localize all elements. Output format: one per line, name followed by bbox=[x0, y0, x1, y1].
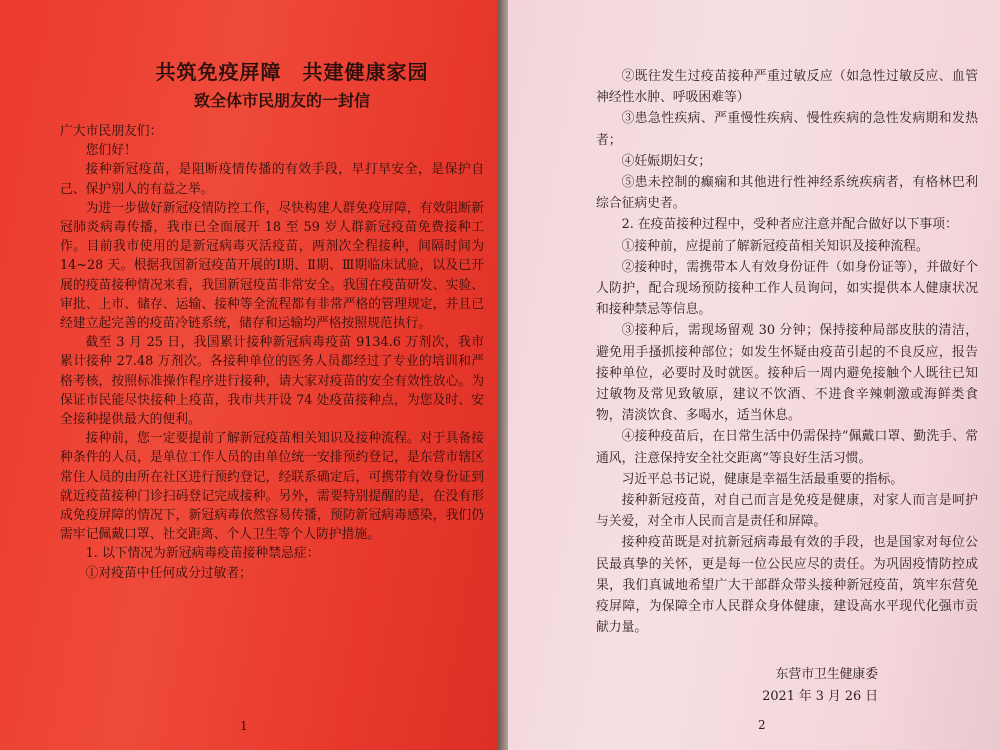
letter-title: 共筑免疫屏障 共建健康家园 bbox=[155, 60, 429, 84]
right-paragraph: ②既往发生过疫苗接种严重过敏反应（如急性过敏反应、血管神经性水肿、呼吸困难等） bbox=[596, 69, 978, 106]
right-paragraph: ④接种疫苗后，在日常生活中仍需保持“佩戴口罩、勤洗手、常通风，注意保持安全社交距离”等良好生活习惯。 bbox=[596, 429, 978, 466]
right-paragraph: ④妊娠期妇女； bbox=[621, 153, 712, 169]
left-page-red bbox=[0, 0, 498, 750]
page-gap bbox=[498, 0, 508, 750]
right-paragraph: ⑤患未控制的癫痫和其他进行性神经系统疾病者，有格林巴利综合征病史者。 bbox=[596, 175, 978, 212]
greeting: 您们好！ bbox=[85, 143, 137, 159]
page-number-1: 1 bbox=[240, 718, 248, 733]
right-paragraph: 接种新冠疫苗，对自己而言是免疫是健康，对家人而言是呵护与关爱，对全市人民而言是责任和屏障。 bbox=[596, 493, 978, 530]
right-paragraph: ③患急性疾病、严重慢性疾病、慢性疾病的急性发病期和发热者； bbox=[596, 111, 978, 148]
left-paragraph: 接种前，您一定要提前了解新冠疫苗相关知识及接种流程。对于具备接种条件的人员，是单位工作人员的由单位统一安排预约登记，是东营市辖区常住人员的由所在社区进行预约登记，经联系确定后，可携带有效身份证到就近疫苗接种门诊扫码登记完成接种。另外，需要特别提醒的是，在没有形成免疫屏障的情况下，新冠病毒依然容易传播，预防新冠病毒感染，我们仍需牢记佩戴口罩、社交距离、个人卫生等个人防护措施。 bbox=[60, 431, 484, 543]
right-paragraph: ③接种后，需现场留观 30 分钟；保持接种局部皮肤的清洁，避免用手搔抓接种部位；如发生怀疑由疫苗引起的不良反应，报告接种单位，必要时及时就医。接种后一周内避免接触个人既往已知过敏物及常见致敏原，建议不饮酒、不进食辛辣刺激或海鲜类食物，清淡饮食、多喝水，适当休息。 bbox=[596, 323, 978, 424]
salutation: 广大市民朋友们： bbox=[60, 124, 163, 139]
right-paragraph: 接种疫苗既是对抗新冠病毒最有效的手段，也是国家对每位公民最真挚的关怀，更是每一位公民应尽的责任。为巩固疫情防控成果，我们真诚地希望广大干部群众带头接种新冠疫苗，筑牢东营免疫屏障，为保障全市人民群众身体健康，建设高水平现代化强市贡献力量。 bbox=[596, 535, 978, 636]
left-paragraph: 为进一步做好新冠疫情防控工作，尽快构建人群免疫屏障，有效阻断新冠肺炎病毒传播，我市已全面展开 18 至 59 岁人群新冠疫苗免费接种工作。目前我市使用的是新冠病毒灭活疫苗，两剂次全程接种，间隔时间为 14~28 天。根据我国新冠疫苗开展的Ⅰ期、Ⅱ期、Ⅲ期临床试验，以及已开展的疫苗接种情况来看，我国新冠疫苗非常安全。我国在疫苗研发、实验、审批、上市、储存、运输、接种等全流程都有非常严格的管理规定，并且已经建立起完善的疫苗冷链系统，储存和运输均严格按照规范执行。 bbox=[60, 200, 484, 332]
page-number-2: 2 bbox=[758, 717, 766, 732]
signature-org: 东营市卫生健康委 bbox=[775, 667, 878, 682]
right-paragraph: 2. 在疫苗接种过程中，受种者应注意并配合做好以下事项： bbox=[621, 217, 958, 233]
signature-date: 2021 年 3 月 26 日 bbox=[762, 689, 878, 704]
left-paragraph: 1. 以下情况为新冠病毒疫苗接种禁忌症： bbox=[85, 546, 320, 562]
right-paragraph: ①接种前，应提前了解新冠疫苗相关知识及接种流程。 bbox=[621, 238, 929, 254]
left-paragraph: ①对疫苗中任何成分过敏者； bbox=[85, 565, 252, 581]
left-paragraph: 接种新冠疫苗，是阻断疫情传播的有效手段，早打早安全，是保护自己、保护别人的有益之举。 bbox=[60, 162, 484, 197]
left-paragraph: 截至 3 月 25 日，我国累计接种新冠病毒疫苗 9134.6 万剂次，我市累计接种 27.48 万剂次。各接种单位的医务人员都经过了专业的培训和严格考核，按照标准操作程序进行接种，请大家对疫苗的安全有效性放心。为保证市民能尽快接种上疫苗，我市共开设 74 处疫苗接种点，为您及时、安全接种提供最大的便利。 bbox=[60, 335, 484, 428]
right-paragraph: 习近平总书记说，健康是幸福生活最重要的指标。 bbox=[621, 471, 904, 487]
letter-subtitle: 致全体市民朋友的一封信 bbox=[193, 91, 370, 110]
right-page-pink bbox=[508, 0, 1000, 750]
right-paragraph: ②接种时，需携带本人有效身份证件（如身份证等），并做好个人防护，配合现场预防接种工作人员询问，如实提供本人健康状况和接种禁忌等信息。 bbox=[596, 259, 978, 318]
